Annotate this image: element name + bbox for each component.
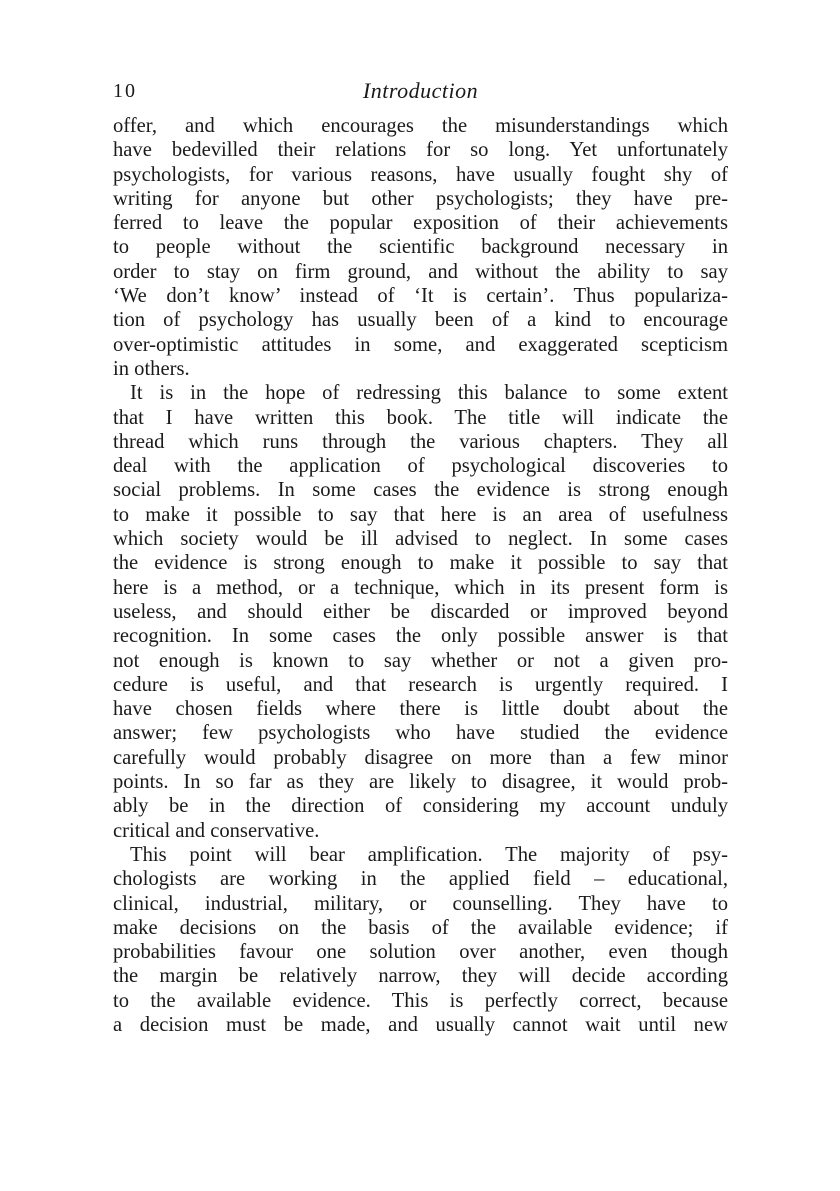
- paragraph: [113, 381, 728, 843]
- text-line: here is a method, or a technique, which in its present form is: [113, 576, 728, 599]
- text-line: cedure is useful, and that research is urgently required. I: [113, 673, 728, 696]
- text-line: to people without the scientific background necessary in: [113, 236, 728, 259]
- text-line: tion of psychology has usually been of a kind to encourage: [113, 309, 728, 332]
- text-line: a decision must be made, and usually cannot wait until new: [113, 1013, 728, 1036]
- text-line: have chosen fields where there is little doubt about the: [113, 698, 728, 721]
- text-line: carefully would probably disagree on more than a few minor: [113, 746, 728, 769]
- text-line: critical and conservative.: [113, 819, 320, 842]
- running-title: Introduction: [362, 78, 479, 103]
- text-line: which society would be ill advised to neglect. In some cases: [113, 528, 728, 551]
- paragraph: [113, 843, 728, 1037]
- text-line: points. In so far as they are likely to disagree, it would prob-: [113, 771, 728, 794]
- text-line: probabilities favour one solution over another, even though: [113, 941, 728, 964]
- text-line: not enough is known to say whether or not a given pro-: [113, 649, 728, 672]
- text-line: psychologists, for various reasons, have usually fought shy of: [113, 163, 728, 186]
- body-text: [113, 114, 728, 1037]
- text-line: deal with the application of psychological discoveries to: [113, 455, 728, 478]
- text-line: ably be in the direction of considering my account unduly: [113, 795, 728, 818]
- text-line: have bedevilled their relations for so long. Yet unfortunately: [113, 139, 728, 162]
- text-line: offer, and which encourages the misunderstandings which: [113, 115, 728, 137]
- running-header: [113, 78, 728, 108]
- text-line: the margin be relatively narrow, they will decide according: [113, 965, 728, 988]
- text-line: make decisions on the basis of the available evidence; if: [113, 916, 728, 939]
- text-line: ferred to leave the popular exposition of their achievements: [113, 212, 728, 235]
- text-line: clinical, industrial, military, or counselling. They have to: [113, 892, 728, 915]
- text-line: the evidence is strong enough to make it possible to say that: [113, 552, 728, 575]
- text-line: useless, and should either be discarded or improved beyond: [113, 600, 728, 623]
- text-line: chologists are working in the applied field – educational,: [113, 868, 728, 891]
- text-line: recognition. In some cases the only possible answer is that: [113, 625, 728, 648]
- page-number: 10: [113, 80, 137, 102]
- text-line: writing for anyone but other psychologists; they have pre-: [113, 187, 728, 210]
- text-line: in others.: [113, 357, 190, 380]
- text-line: It is in the hope of redressing this balance to some extent: [130, 382, 728, 405]
- text-line: answer; few psychologists who have studied the evidence: [113, 722, 728, 745]
- text-line: ‘We don’t know’ instead of ‘It is certain’. Thus populariza-: [113, 285, 728, 308]
- text-line: over-optimistic attitudes in some, and exaggerated scepticism: [113, 333, 728, 356]
- text-line: social problems. In some cases the evidence is strong enough: [113, 479, 728, 502]
- text-line: This point will bear amplification. The majority of psy-: [130, 843, 728, 866]
- text-line: thread which runs through the various chapters. They all: [113, 430, 728, 453]
- text-line: that I have written this book. The title will indicate the: [113, 406, 728, 429]
- text-line: to make it possible to say that here is an area of usefulness: [113, 503, 728, 526]
- text-line: to the available evidence. This is perfectly correct, because: [113, 989, 728, 1012]
- paragraph: [113, 114, 728, 381]
- text-line: order to stay on firm ground, and without the ability to say: [113, 260, 728, 283]
